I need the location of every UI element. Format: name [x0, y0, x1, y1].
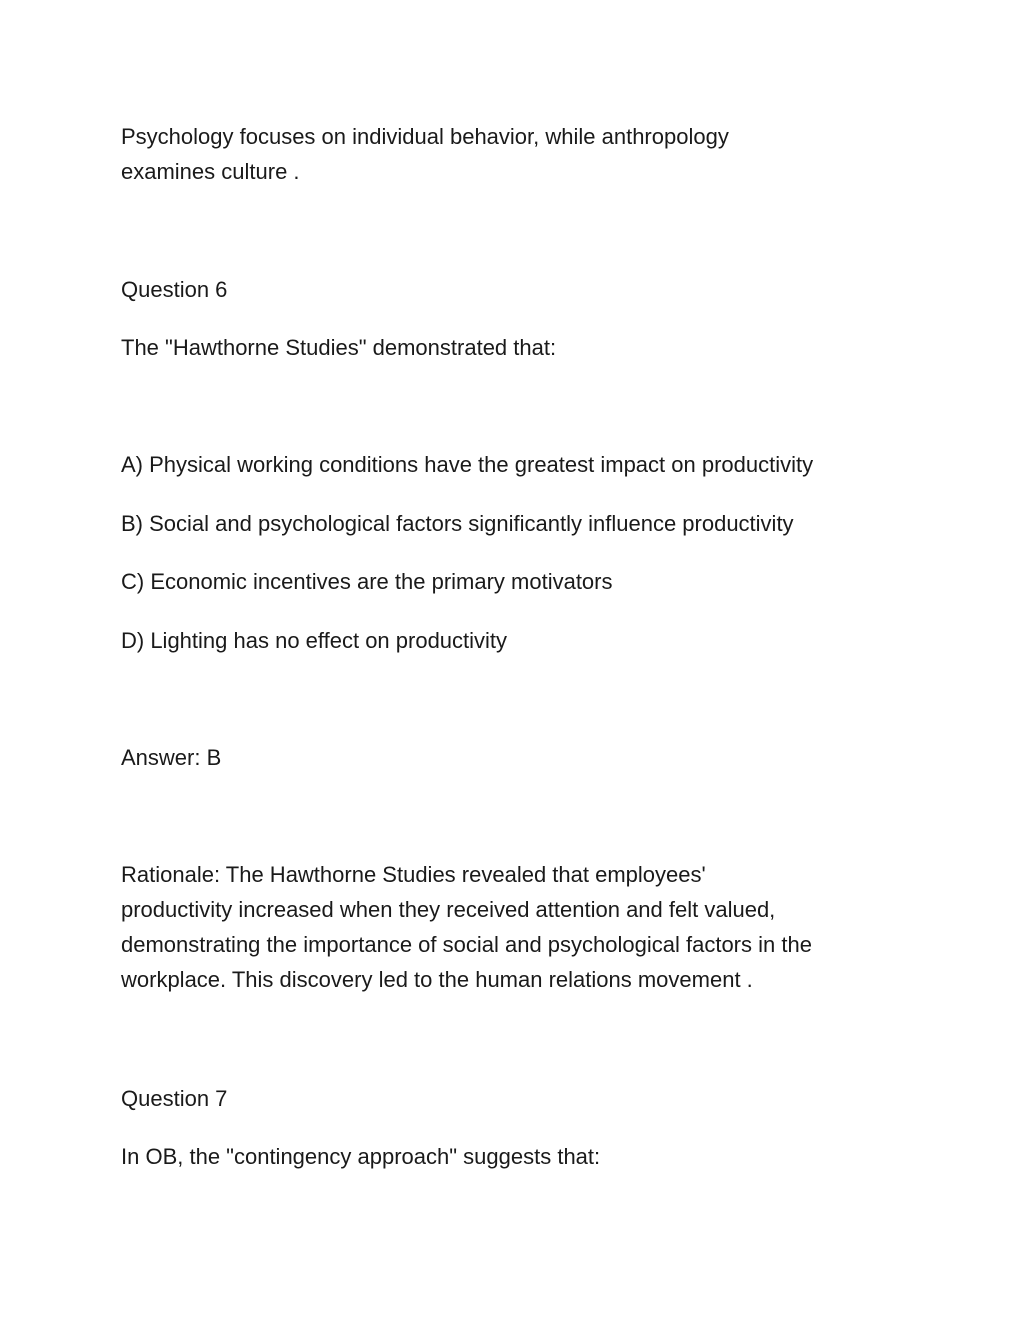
- question-6-option-d: D) Lighting has no effect on productivity: [121, 628, 508, 653]
- question-6-prompt: The "Hawthorne Studies" demonstrated that:: [121, 335, 557, 360]
- intro-paragraph: [121, 119, 911, 189]
- rationale-line-4: workplace. This discovery led to the human relations movement .: [121, 967, 753, 992]
- question-7-heading: Question 7: [121, 1086, 228, 1111]
- question-6-heading: Question 6: [121, 277, 228, 302]
- rationale-line-2: productivity increased when they received attention and felt valued,: [121, 897, 776, 922]
- rationale-line-1: Rationale: The Hawthorne Studies revealed that employees': [121, 862, 706, 887]
- question-6-option-c: C) Economic incentives are the primary motivators: [121, 569, 613, 594]
- question-6-option-b: B) Social and psychological factors significantly influence productivity: [121, 511, 794, 536]
- rationale-line-3: demonstrating the importance of social and psychological factors in the: [121, 932, 812, 957]
- question-6-rationale: [121, 857, 911, 997]
- intro-line-2: examines culture .: [121, 159, 300, 184]
- question-6-option-a: A) Physical working conditions have the greatest impact on productivity: [121, 452, 814, 477]
- intro-line-1: Psychology focuses on individual behavior, while anthropology: [121, 124, 729, 149]
- question-7-prompt: In OB, the "contingency approach" suggests that:: [121, 1144, 601, 1169]
- question-6-answer: Answer: B: [121, 745, 222, 770]
